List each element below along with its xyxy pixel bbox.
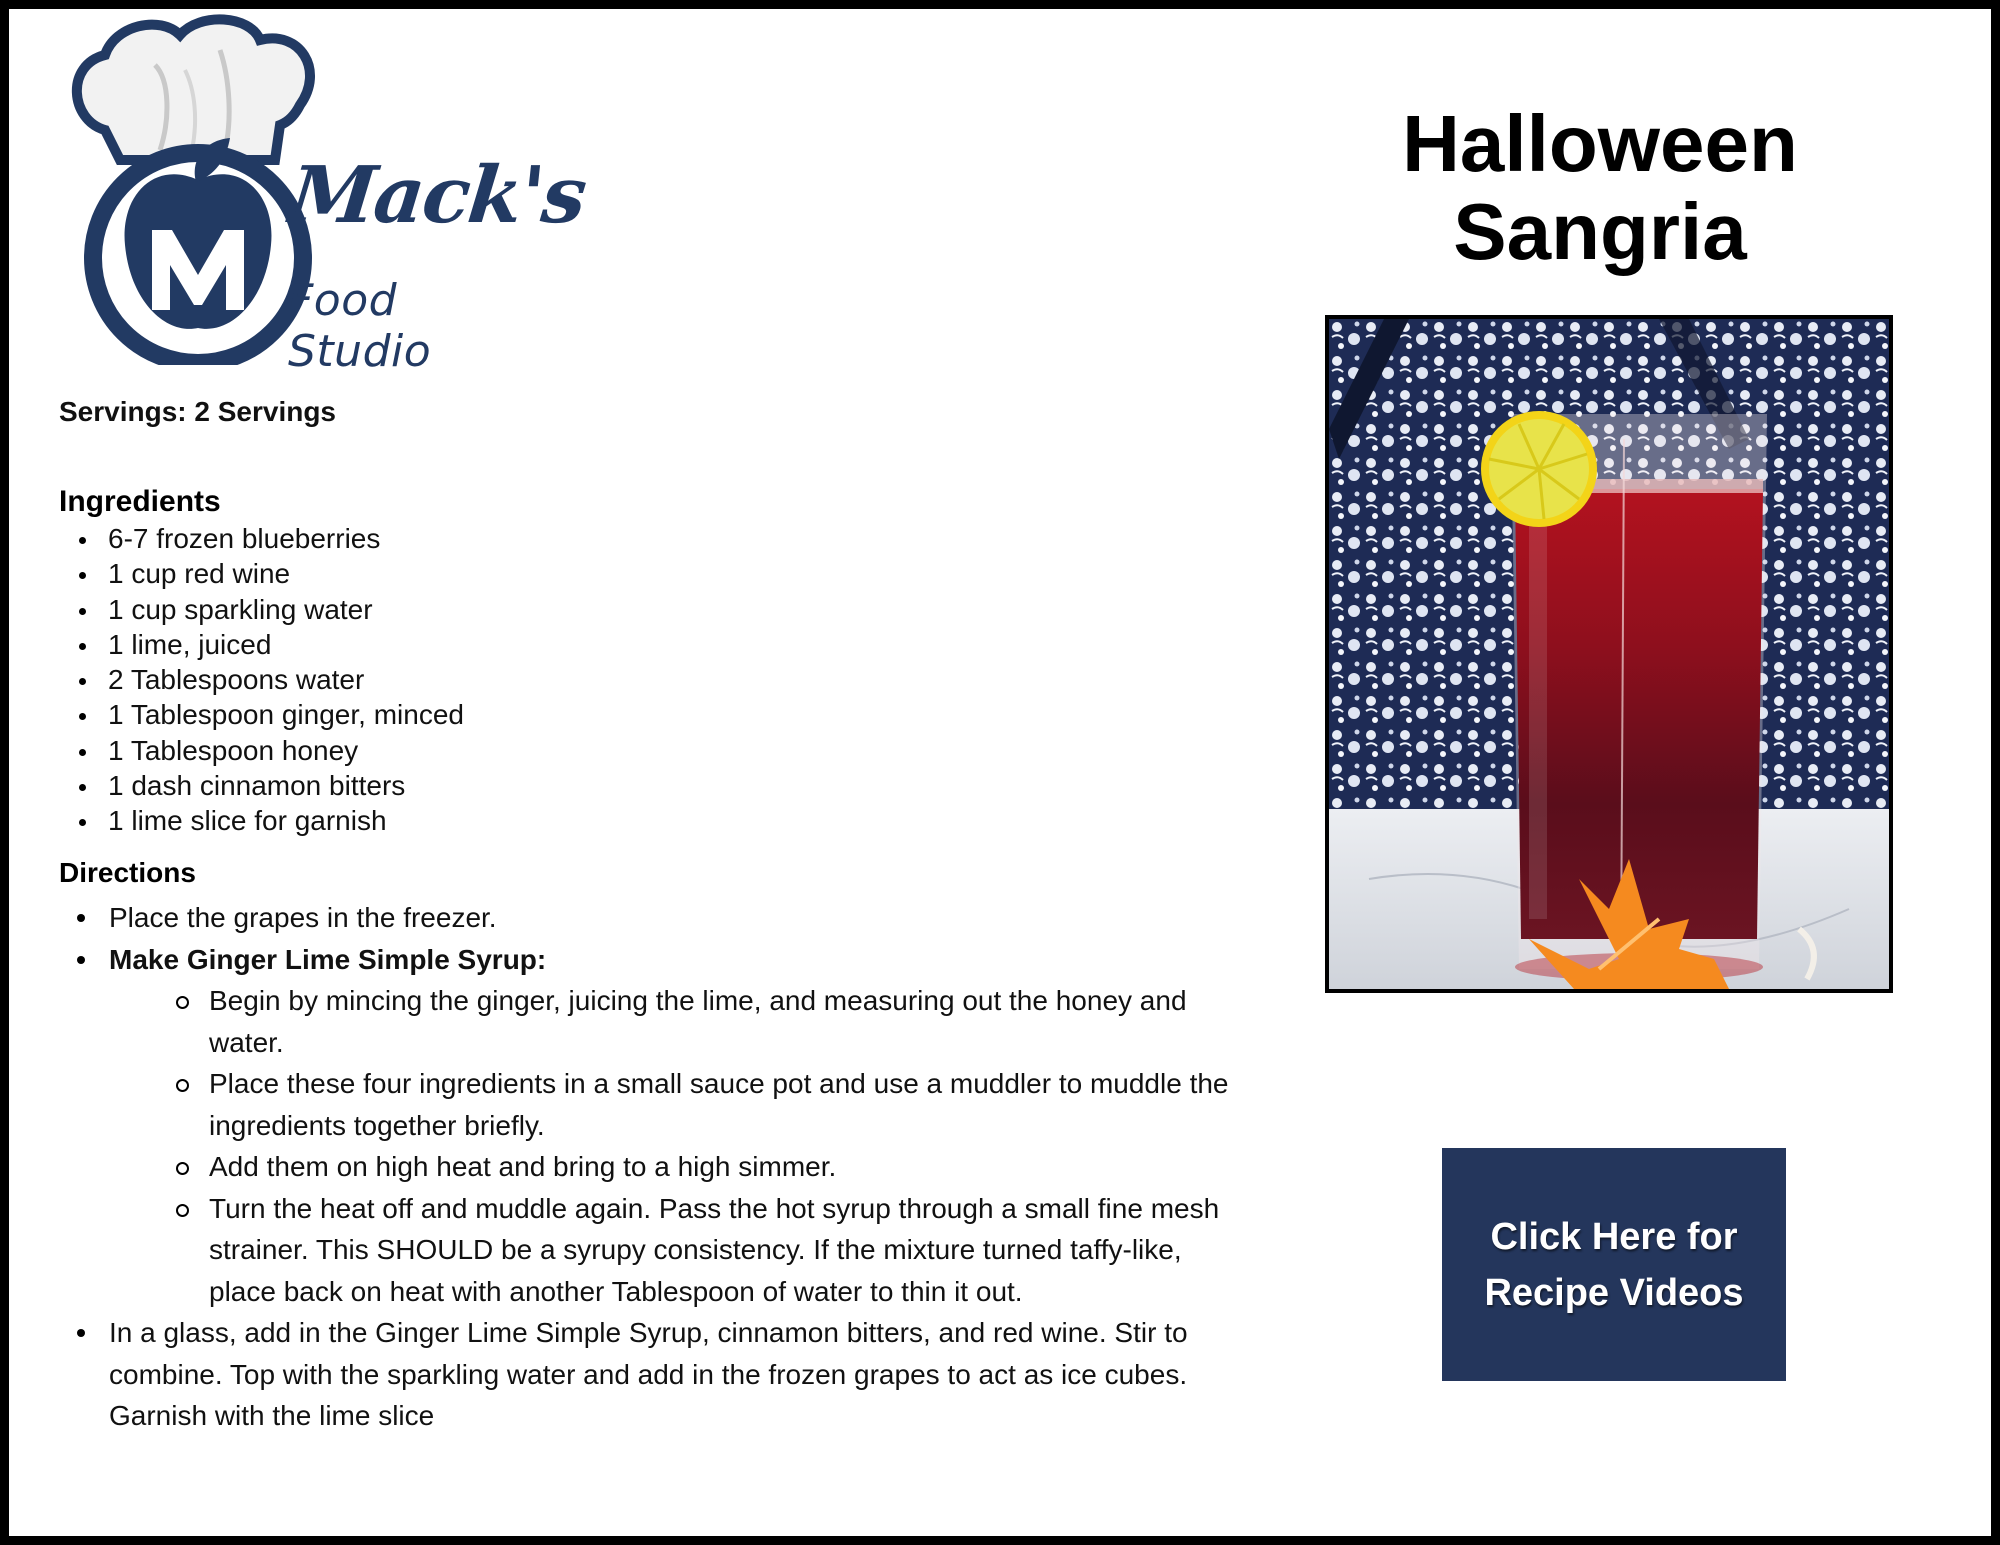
recipe-photo (1325, 315, 1893, 993)
directions-heading: Directions (59, 857, 196, 888)
directions-list (59, 897, 1239, 1437)
ingredient-item: 1 cup red wine (59, 556, 464, 591)
recipe-title-line1: Halloween (1402, 99, 1798, 188)
ingredient-item: 2 Tablespoons water (59, 662, 464, 697)
recipe-videos-button[interactable] (1442, 1148, 1786, 1381)
syrup-substeps (109, 980, 1239, 1312)
brand-logo (60, 10, 590, 377)
direction-substep: Place these four ingredients in a small sauce pot and use a muddler to muddle the ingredients together briefly. (159, 1063, 1239, 1146)
sangria-glass-photo (1329, 319, 1889, 989)
ingredient-item: 1 Tablespoon ginger, minced (59, 697, 464, 732)
ingredient-item: 1 lime, juiced (59, 627, 464, 662)
direction-step: In a glass, add in the Ginger Lime Simple Syrup, cinnamon bitters, and red wine. Stir to combine. Top with the sparkling water and add in the frozen grapes to act as ice cubes. Garnish with the lime slice (59, 1312, 1239, 1437)
direction-substep: Add them on high heat and bring to a high simmer. (159, 1146, 1239, 1188)
direction-step: Place the grapes in the freezer. (59, 897, 1239, 939)
ingredient-item: 6-7 frozen blueberries (59, 521, 464, 556)
servings: Servings: 2 Servings (59, 396, 337, 427)
brand-name: Mack's (285, 150, 590, 241)
direction-step-syrup (59, 939, 1239, 1313)
ingredient-item: 1 lime slice for garnish (59, 803, 464, 838)
ingredients-list (59, 521, 464, 839)
recipe-title (1290, 100, 1910, 276)
ingredient-item: 1 cup sparkling water (59, 592, 464, 627)
direction-substep: Turn the heat off and muddle again. Pass the hot syrup through a small fine mesh strainer. This SHOULD be a syrupy consistency. If the mixture turned taffy-like, place back on heat with another Tablespoon of water to thin it out. (159, 1188, 1239, 1313)
direction-substep: Begin by mincing the ginger, juicing the lime, and measuring out the honey and water. (159, 980, 1239, 1063)
direction-step-label: Make Ginger Lime Simple Syrup: (109, 943, 547, 975)
ingredient-item: 1 Tablespoon honey (59, 733, 464, 768)
ingredient-item: 1 dash cinnamon bitters (59, 768, 464, 803)
recipe-videos-button-label: Click Here for Recipe Videos (1484, 1215, 1744, 1314)
recipe-title-line2: Sangria (1453, 187, 1747, 276)
brand-subtitle: Food Studio (288, 275, 432, 377)
ingredients-heading: Ingredients (59, 485, 221, 518)
